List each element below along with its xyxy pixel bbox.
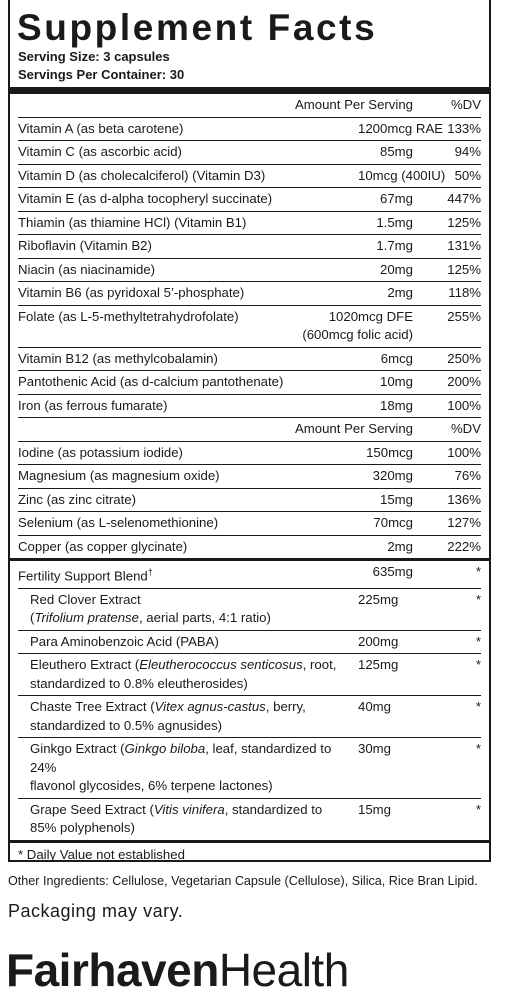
blend-dv: * — [475, 564, 481, 579]
nutrient-dv: 125% — [447, 261, 481, 277]
nutrient-name: Vitamin D (as cholecalciferol) (Vitamin D3) — [18, 167, 266, 183]
column-header-2 — [18, 417, 481, 441]
blend-item-text: , root, — [302, 657, 337, 673]
nutrient-name: Magnesium (as magnesium oxide) — [18, 468, 220, 483]
blend-item-row — [18, 588, 481, 630]
blend-item-dv: * — [475, 699, 481, 715]
blend-item-text: , aerial parts, 4:1 ratio) — [138, 610, 271, 626]
blend-item-text: standardized to 0.5% agnusides) — [30, 717, 223, 733]
nutrient-row — [18, 370, 481, 394]
blend-items — [18, 588, 481, 840]
nutrient-amount: 20mg — [380, 261, 413, 277]
nutrient-amount-line2: (600mcg folic acid) — [302, 327, 413, 342]
blend-item-row — [18, 798, 481, 840]
blend-item-text: Chaste Tree Extract ( — [30, 699, 155, 715]
minerals-section — [18, 441, 481, 559]
blend-item-amount: 125mg — [358, 657, 399, 673]
blend-item-dv: * — [475, 741, 481, 757]
nutrient-row — [18, 464, 481, 488]
nutrient-amount: 6mcg — [380, 350, 413, 366]
nutrient-name: Folate (as L-5-methyltetrahydrofolate) — [18, 308, 239, 324]
blend-name: Fertility Support Blend† — [18, 567, 153, 584]
nutrient-name: Pantothenic Acid (as d-calcium pantothenate) — [18, 374, 284, 389]
blend-item-line2 — [30, 717, 358, 736]
nutrient-dv: 447% — [447, 191, 481, 206]
blend-item-name — [30, 656, 358, 693]
nutrient-dv: 100% — [447, 444, 481, 460]
nutrient-dv: 127% — [447, 515, 481, 530]
blend-item-text: Grape Seed Extract ( — [30, 801, 154, 817]
nutrient-amount — [283, 308, 413, 345]
blend-item-line1 — [30, 656, 358, 675]
nutrient-amount: 15mg — [380, 491, 413, 507]
brand-logo — [6, 944, 349, 996]
blend-item-amount: 200mg — [358, 633, 399, 649]
blend-item-name — [30, 591, 358, 628]
nutrient-row — [18, 117, 481, 141]
blend-item-row — [18, 737, 481, 798]
blend-item-name — [30, 633, 358, 652]
blend-item-name — [30, 740, 358, 796]
nutrient-amount: 150mcg — [366, 444, 413, 460]
nutrient-name: Vitamin C (as ascorbic acid) — [18, 144, 182, 159]
servings-per-container: Servings Per Container: 30 — [18, 67, 185, 82]
nutrient-dv: 118% — [448, 285, 481, 300]
blend-item-text: , leaf, standardized to 24% — [30, 741, 332, 775]
nutrient-amount: 1.5mg — [376, 214, 413, 230]
blend-item-row — [18, 630, 481, 654]
blend-amount: 635mg — [372, 564, 413, 579]
nutrient-dv: 222% — [447, 538, 481, 554]
blend-item-dv: * — [475, 591, 481, 607]
nutrient-dv: 250% — [447, 350, 481, 366]
nutrient-row — [18, 281, 481, 305]
nutrient-dv: 200% — [447, 374, 481, 389]
nutrient-row — [18, 488, 481, 512]
nutrient-dv: 100% — [447, 397, 481, 413]
blend-item-dv: * — [475, 801, 481, 817]
nutrient-amount: 18mg — [380, 397, 413, 413]
blend-item-line2 — [30, 819, 358, 838]
nutrient-name: Vitamin B12 (as methylcobalamin) — [18, 350, 218, 366]
amount-header: Amount Per Serving — [294, 97, 413, 112]
blend-item-row — [18, 695, 481, 737]
nutrient-name: Iron (as ferrous fumarate) — [18, 397, 168, 413]
footnote: * Daily Value not established — [10, 840, 489, 864]
nutrient-name: Copper (as copper glycinate) — [18, 538, 188, 554]
blend-item-dv: * — [475, 657, 481, 673]
thick-divider — [10, 87, 489, 94]
nutrient-amount: 1.7mg — [376, 238, 413, 253]
nutrient-name: Niacin (as niacinamide) — [18, 261, 156, 277]
blend-item-line1 — [30, 740, 358, 777]
nutrient-dv: 125% — [447, 214, 481, 230]
nutrient-row — [18, 164, 481, 188]
nutrient-dv: 255% — [447, 308, 481, 324]
nutrient-dv: 131% — [447, 238, 481, 253]
nutrient-dv: 50% — [454, 167, 481, 183]
nutrient-name: Vitamin E (as d-alpha tocopheryl succinate) — [18, 191, 273, 206]
nutrient-amount: 85mg — [380, 144, 413, 159]
blend-item-latin: Vitis vinifera — [153, 801, 225, 817]
blend-item-text: 85% polyphenols) — [30, 820, 135, 836]
blend-item-amount: 225mg — [358, 591, 399, 607]
nutrient-amount: 320mg — [372, 468, 413, 483]
blend-item-text: , standardized to — [224, 801, 323, 817]
blend-item-latin: Ginkgo biloba — [124, 741, 206, 757]
amount-header-2: Amount Per Serving — [294, 421, 413, 436]
dv-header: %DV — [450, 97, 481, 112]
blend-item-text: Ginkgo Extract ( — [30, 741, 125, 757]
nutrient-row — [18, 441, 481, 465]
blend-item-amount: 40mg — [358, 699, 391, 715]
nutrient-amount-line1: 1020mcg DFE — [328, 308, 413, 324]
blend-item-text: standardized to 0.8% eleutherosides) — [30, 675, 248, 691]
blend-item-name — [30, 698, 358, 735]
nutrient-row — [18, 305, 481, 347]
blend-item-text: flavonol glycosides, 6% terpene lactones) — [30, 778, 273, 794]
nutrient-amount: 1200mcg RAE — [358, 120, 444, 136]
blend-item-latin: Vitex agnus-castus — [154, 699, 266, 715]
nutrient-name: Riboflavin (Vitamin B2) — [18, 238, 152, 253]
nutrient-name: Iodine (as potassium iodide) — [18, 444, 183, 460]
blend-item-line1 — [30, 698, 358, 717]
dv-header-2: %DV — [450, 421, 481, 436]
nutrient-dv: 133% — [447, 120, 481, 136]
blend-item-text: , berry, — [265, 699, 306, 715]
nutrient-row — [18, 211, 481, 235]
nutrient-dv: 76% — [454, 468, 481, 483]
nutrient-dv: 94% — [454, 144, 481, 159]
blend-item-latin: Eleutherococcus senticosus — [139, 657, 303, 673]
blend-item-line2 — [30, 777, 358, 796]
blend-item-line1 — [30, 591, 358, 610]
brand-part-1: Fairhaven — [6, 944, 219, 996]
nutrient-row — [18, 511, 481, 535]
nutrient-row — [18, 234, 481, 258]
nutrient-name: Thiamin (as thiamine HCl) (Vitamin B1) — [18, 214, 247, 230]
serving-size: Serving Size: 3 capsules — [18, 49, 170, 64]
nutrient-amount: 67mg — [380, 191, 413, 206]
brand-part-2: Health — [218, 944, 349, 996]
nutrient-name: Selenium (as L-selenomethionine) — [18, 515, 219, 530]
blend-item-text: Red Clover Extract — [30, 591, 141, 607]
nutrient-amount: 2mg — [387, 285, 413, 300]
nutrient-dv: 136% — [447, 491, 481, 507]
blend-row — [18, 561, 481, 588]
blend-item-line1 — [30, 801, 358, 820]
nutrient-amount: 2mg — [387, 538, 413, 554]
nutrient-row — [18, 258, 481, 282]
blend-item-line1 — [30, 633, 358, 652]
blend-item-text: Para Aminobenzoic Acid (PABA) — [30, 633, 219, 649]
nutrient-amount: 10mcg (400IU) — [358, 167, 446, 183]
panel-title: Supplement Facts — [17, 7, 378, 48]
blend-item-amount: 30mg — [358, 741, 391, 757]
blend-item-amount: 15mg — [358, 801, 391, 817]
nutrient-amount: 10mg — [380, 374, 413, 389]
blend-item-latin: Trifolium pratense — [34, 610, 139, 626]
nutrient-name: Vitamin A (as beta carotene) — [18, 120, 184, 136]
other-ingredients: Other Ingredients: Cellulose, Vegetarian Capsule (Cellulose), Silica, Rice Bran Lipid. — [8, 874, 478, 888]
nutrient-name: Zinc (as zinc citrate) — [18, 491, 136, 507]
nutrient-amount: 70mcg — [373, 515, 413, 530]
nutrient-row — [18, 535, 481, 559]
blend-item-row — [18, 653, 481, 695]
nutrient-row — [18, 187, 481, 211]
blend-item-line2 — [30, 609, 358, 628]
blend-item-text: Eleuthero Extract ( — [30, 657, 140, 673]
nutrient-row — [18, 394, 481, 418]
nutrient-row — [18, 140, 481, 164]
blend-item-dv: * — [475, 633, 481, 649]
packaging-note: Packaging may vary. — [8, 901, 184, 921]
nutrient-name: Vitamin B6 (as pyridoxal 5’-phosphate) — [18, 285, 245, 300]
column-header — [18, 94, 481, 117]
blend-item-name — [30, 801, 358, 838]
dagger-mark: † — [147, 567, 153, 577]
blend-item-line2 — [30, 675, 358, 694]
supplement-facts-panel — [8, 0, 491, 862]
blend-item-text: ( — [30, 610, 35, 626]
nutrient-row — [18, 347, 481, 371]
vitamins-section — [18, 117, 481, 418]
